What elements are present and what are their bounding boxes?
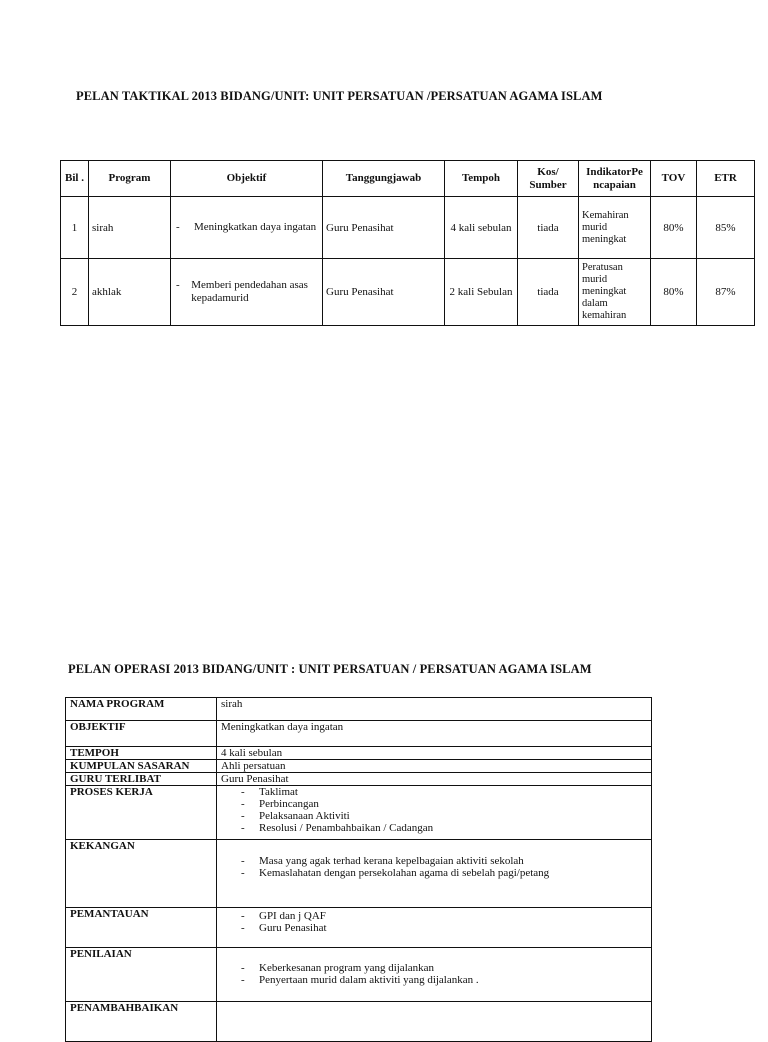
table-row [61, 259, 755, 326]
label-tempoh: TEMPOH [66, 747, 217, 760]
row-guru-terlibat [66, 773, 652, 786]
cell-tov: 80% [651, 197, 697, 259]
header-program: Program [89, 161, 171, 197]
label-nama-program: NAMA PROGRAM [66, 698, 217, 721]
value-nama-program: sirah [217, 698, 652, 721]
header-indikator: IndikatorPe ncapaian [579, 161, 651, 197]
row-kekangan [66, 840, 652, 908]
cell-kos: tiada [518, 197, 579, 259]
label-guru-terlibat: GURU TERLIBAT [66, 773, 217, 786]
row-objektif [66, 721, 652, 747]
cell-indikator: Peratusan murid meningkat dalam kemahiran [579, 259, 651, 326]
cell-bil: 1 [61, 197, 89, 259]
header-kos: Kos/ Sumber [518, 161, 579, 197]
row-tempoh [66, 747, 652, 760]
cell-tempoh: 4 kali sebulan [445, 197, 518, 259]
row-proses-kerja [66, 786, 652, 840]
label-pemantauan: PEMANTAUAN [66, 908, 217, 948]
row-nama-program [66, 698, 652, 721]
value-tempoh: 4 kali sebulan [217, 747, 652, 760]
table-header-row [61, 161, 755, 197]
list-item: - Keberkesanan program yang dijalankan [241, 962, 435, 974]
table-row [61, 197, 755, 259]
value-pemantauan [217, 908, 652, 948]
cell-objektif [171, 197, 323, 259]
objektif-text: Meningkatkan daya ingatan [194, 221, 317, 233]
list-item: - Guru Penasihat [241, 922, 327, 934]
cell-tempoh: 2 kali Sebulan [445, 259, 518, 326]
label-kumpulan-sasaran: KUMPULAN SASARAN [66, 760, 217, 773]
label-penambahbaikan: PENAMBAHBAIKAN [66, 1002, 217, 1042]
cell-tov: 80% [651, 259, 697, 326]
operational-plan-table [65, 697, 652, 1042]
value-kekangan [217, 840, 652, 908]
row-pemantauan [66, 908, 652, 948]
list-item: - Penyertaan murid dalam aktiviti yang dijalankan . [241, 974, 479, 986]
operational-plan-title: PELAN OPERASI 2013 BIDANG/UNIT : UNIT PERSATUAN / PERSATUAN AGAMA ISLAM [68, 662, 592, 676]
dash-marker: - [176, 221, 180, 233]
header-objektif: Objektif [171, 161, 323, 197]
list-item: - Resolusi / Penambahbaikan / Cadangan [241, 822, 434, 834]
cell-program: akhlak [89, 259, 171, 326]
value-penambahbaikan [217, 1002, 652, 1042]
cell-indikator: Kemahiran murid meningkat [579, 197, 651, 259]
list-item: - Pelaksanaan Aktiviti [241, 810, 350, 822]
cell-kos: tiada [518, 259, 579, 326]
label-objektif: OBJEKTIF [66, 721, 217, 747]
cell-bil: 2 [61, 259, 89, 326]
value-penilaian [217, 948, 652, 1002]
list-item: - Masa yang agak terhad kerana kepelbagaian aktiviti sekolah [241, 855, 524, 867]
header-tempoh: Tempoh [445, 161, 518, 197]
cell-tanggungjawab: Guru Penasihat [323, 197, 445, 259]
cell-etr: 85% [697, 197, 755, 259]
cell-tanggungjawab: Guru Penasihat [323, 259, 445, 326]
list-item: - Perbincangan [241, 798, 319, 810]
list-item: - Taklimat [241, 786, 298, 798]
tactical-plan-table [60, 160, 755, 326]
objektif-text: Memberi pendedahan asas kepadamurid [191, 279, 308, 304]
cell-objektif [171, 259, 323, 326]
label-kekangan: KEKANGAN [66, 840, 217, 908]
header-bil: Bil . [61, 161, 89, 197]
list-item: - Kemaslahatan dengan persekolahan agama di sebelah pagi/petang [241, 867, 550, 879]
tactical-plan-title: PELAN TAKTIKAL 2013 BIDANG/UNIT: UNIT PERSATUAN /PERSATUAN AGAMA ISLAM [76, 89, 603, 103]
list-item: - GPI dan j QAF [241, 910, 326, 922]
header-tov: TOV [651, 161, 697, 197]
row-penilaian [66, 948, 652, 1002]
row-penambahbaikan [66, 1002, 652, 1042]
value-proses-kerja [217, 786, 652, 840]
header-tanggungjawab: Tanggungjawab [323, 161, 445, 197]
header-etr: ETR [697, 161, 755, 197]
row-kumpulan-sasaran [66, 760, 652, 773]
cell-etr: 87% [697, 259, 755, 326]
label-penilaian: PENILAIAN [66, 948, 217, 1002]
value-objektif: Meningkatkan daya ingatan [217, 721, 652, 747]
label-proses-kerja: PROSES KERJA [66, 786, 217, 840]
value-guru-terlibat: Guru Penasihat [217, 773, 652, 786]
cell-program: sirah [89, 197, 171, 259]
value-kumpulan-sasaran: Ahli persatuan [217, 760, 652, 773]
dash-marker: - [176, 279, 180, 291]
